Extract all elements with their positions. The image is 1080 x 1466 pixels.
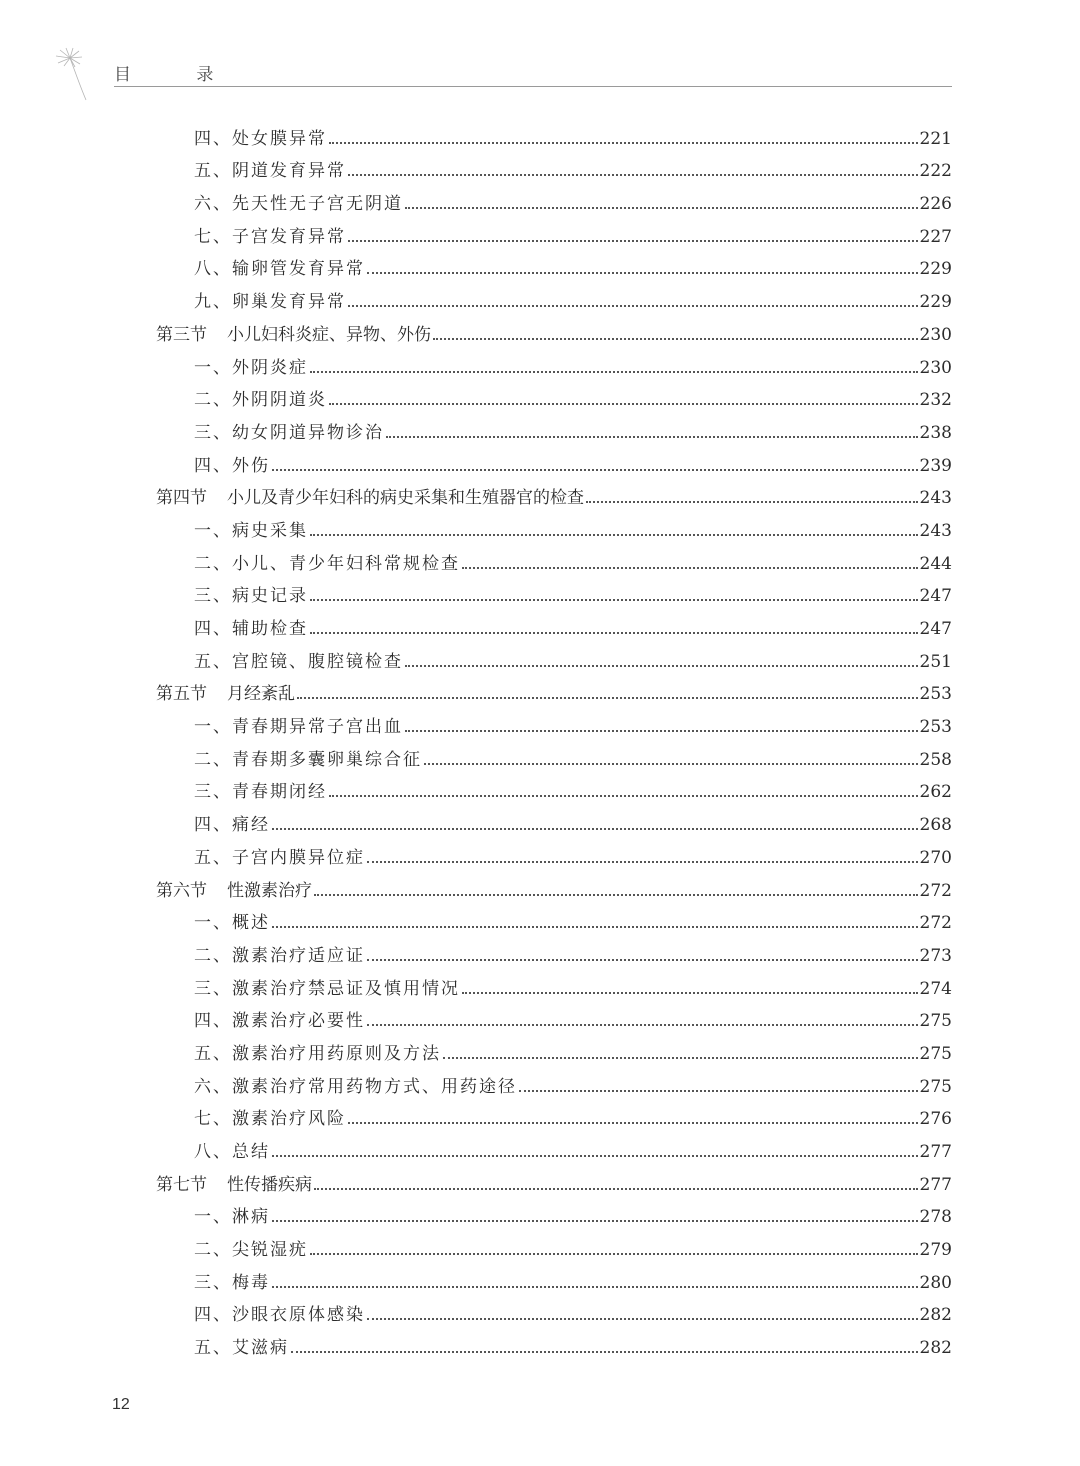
table-of-contents	[156, 116, 952, 1358]
toc-subsection-entry	[156, 541, 952, 574]
toc-subsection-entry	[156, 410, 952, 443]
toc-dot-leader	[367, 1024, 918, 1026]
toc-entry-page: 277	[919, 1174, 952, 1195]
toc-subsection-entry	[156, 737, 952, 770]
toc-entry-label: 一、淋病	[194, 1207, 270, 1228]
toc-entry-page: 247	[919, 619, 952, 639]
toc-entry-label: 二、激素治疗适应证	[194, 945, 365, 966]
toc-dot-leader	[367, 1318, 918, 1320]
toc-entry-page: 275	[919, 1011, 952, 1032]
toc-subsection-entry	[156, 149, 952, 182]
toc-entry-label: 四、激素治疗必要性	[194, 1011, 365, 1032]
toc-subsection-entry	[156, 770, 952, 803]
toc-entry-label: 三、病史记录	[194, 586, 308, 607]
toc-subsection-entry	[156, 1064, 952, 1097]
toc-subsection-entry	[156, 802, 952, 835]
toc-entry-page: 253	[919, 717, 952, 738]
toc-subsection-entry	[156, 1325, 952, 1358]
toc-dot-leader	[329, 142, 918, 144]
toc-subsection-entry	[156, 639, 952, 672]
toc-entry-page: 272	[919, 913, 952, 934]
toc-entry-page: 277	[919, 1142, 952, 1162]
toc-section-number: 第六节	[156, 880, 207, 901]
toc-section-entry	[156, 868, 952, 901]
toc-dot-leader	[348, 240, 918, 242]
toc-dot-leader	[329, 403, 918, 405]
toc-section-entry	[156, 672, 952, 705]
toc-dot-leader	[310, 632, 918, 634]
toc-entry-label: 一、病史采集	[194, 520, 308, 541]
toc-entry-page: 282	[919, 1305, 952, 1326]
toc-dot-leader	[310, 1253, 918, 1255]
toc-entry-page: 243	[919, 520, 952, 541]
toc-dot-leader	[424, 763, 918, 765]
toc-entry-page: 280	[919, 1272, 952, 1293]
toc-dot-leader	[367, 861, 918, 863]
toc-dot-leader	[272, 926, 918, 928]
toc-dot-leader	[310, 599, 918, 601]
toc-subsection-entry	[156, 901, 952, 934]
toc-entry-label: 五、子宫内膜异位症	[194, 847, 365, 868]
toc-dot-leader	[329, 795, 918, 797]
toc-entry-page: 276	[919, 1109, 952, 1130]
toc-entry-label: 八、输卵管发育异常	[194, 259, 365, 280]
toc-subsection-entry	[156, 1129, 952, 1162]
toc-entry-label: 三、激素治疗禁忌证及慎用情况	[194, 978, 460, 999]
toc-entry-page: 239	[919, 455, 952, 476]
toc-entry-label: 小儿及青少年妇科的病史采集和生殖器官的检查	[227, 488, 584, 509]
toc-entry-label: 三、幼女阴道异物诊治	[194, 422, 384, 443]
toc-dot-leader	[462, 567, 918, 569]
toc-entry-label: 五、阴道发育异常	[194, 161, 346, 182]
toc-subsection-entry	[156, 279, 952, 312]
toc-dot-leader	[291, 1351, 918, 1353]
toc-entry-page: 275	[919, 1043, 952, 1064]
toc-entry-page: 272	[919, 880, 952, 901]
toc-subsection-entry	[156, 116, 952, 149]
toc-entry-page: 262	[919, 782, 952, 803]
toc-entry-label: 二、青春期多囊卵巢综合征	[194, 749, 422, 770]
toc-subsection-entry	[156, 999, 952, 1032]
toc-entry-label: 八、总结	[194, 1142, 270, 1162]
toc-subsection-entry	[156, 1293, 952, 1326]
toc-entry-label: 四、沙眼衣原体感染	[194, 1305, 365, 1326]
toc-dot-leader	[297, 697, 918, 699]
toc-entry-page: 273	[919, 945, 952, 966]
toc-subsection-entry	[156, 966, 952, 999]
toc-entry-label: 二、小儿、青少年妇科常规检查	[194, 553, 460, 574]
toc-entry-label: 五、宫腔镜、腹腔镜检查	[194, 651, 403, 672]
toc-entry-label: 一、青春期异常子宫出血	[194, 717, 403, 738]
toc-section-number: 第四节	[156, 488, 207, 509]
toc-entry-label: 四、处女膜异常	[194, 128, 327, 149]
toc-subsection-entry	[156, 345, 952, 378]
toc-dot-leader	[272, 1286, 918, 1288]
toc-entry-page: 227	[919, 226, 952, 247]
toc-entry-page: 258	[919, 749, 952, 770]
toc-entry-page: 275	[919, 1076, 952, 1097]
toc-dot-leader	[519, 1090, 918, 1092]
toc-dot-leader	[367, 272, 918, 274]
toc-subsection-entry	[156, 214, 952, 247]
toc-entry-label: 性激素治疗	[227, 880, 312, 901]
toc-subsection-entry	[156, 181, 952, 214]
toc-dot-leader	[367, 959, 918, 961]
toc-section-entry	[156, 1162, 952, 1195]
toc-dot-leader	[272, 1155, 918, 1157]
toc-subsection-entry	[156, 1097, 952, 1130]
toc-entry-label: 七、激素治疗风险	[194, 1109, 346, 1130]
toc-entry-label: 六、激素治疗常用药物方式、用药途径	[194, 1076, 517, 1097]
toc-entry-page: 238	[919, 422, 952, 443]
toc-dot-leader	[272, 1220, 918, 1222]
toc-subsection-entry	[156, 606, 952, 639]
toc-entry-label: 小儿妇科炎症、异物、外伤	[227, 324, 431, 345]
toc-entry-label: 性传播疾病	[227, 1174, 312, 1195]
toc-dot-leader	[310, 534, 918, 536]
toc-dot-leader	[348, 174, 918, 176]
toc-entry-page: 226	[919, 194, 952, 215]
toc-entry-page: 230	[919, 357, 952, 378]
toc-subsection-entry	[156, 508, 952, 541]
toc-subsection-entry	[156, 1260, 952, 1293]
toc-section-number: 第三节	[156, 324, 207, 345]
toc-dot-leader	[433, 338, 918, 340]
toc-dot-leader	[586, 501, 918, 503]
toc-entry-label: 七、子宫发育异常	[194, 226, 346, 247]
toc-section-entry	[156, 312, 952, 345]
toc-dot-leader	[314, 894, 918, 896]
toc-dot-leader	[443, 1057, 918, 1059]
toc-entry-page: 244	[919, 553, 952, 574]
toc-dot-leader	[462, 992, 918, 994]
toc-dot-leader	[314, 1188, 918, 1190]
toc-entry-label: 一、概述	[194, 913, 270, 934]
toc-entry-label: 九、卵巢发育异常	[194, 292, 346, 313]
toc-dot-leader	[310, 371, 918, 373]
toc-entry-label: 四、外伤	[194, 455, 270, 476]
toc-entry-page: 221	[919, 128, 952, 149]
toc-subsection-entry	[156, 704, 952, 737]
toc-entry-page: 270	[919, 847, 952, 868]
toc-dot-leader	[272, 469, 918, 471]
toc-subsection-entry	[156, 1031, 952, 1064]
toc-dot-leader	[386, 436, 918, 438]
toc-entry-page: 268	[919, 815, 952, 836]
toc-section-number: 第五节	[156, 684, 207, 705]
toc-entry-label: 五、激素治疗用药原则及方法	[194, 1043, 441, 1064]
toc-entry-page: 278	[919, 1207, 952, 1228]
toc-entry-label: 一、外阴炎症	[194, 357, 308, 378]
dandelion-icon	[40, 46, 100, 102]
toc-entry-label: 四、痛经	[194, 815, 270, 836]
toc-entry-page: 282	[919, 1338, 952, 1359]
toc-dot-leader	[348, 1122, 918, 1124]
page-header	[40, 46, 952, 90]
toc-entry-page: 230	[919, 324, 952, 345]
toc-entry-page: 279	[919, 1240, 952, 1261]
toc-entry-label: 三、青春期闭经	[194, 782, 327, 803]
toc-dot-leader	[272, 828, 918, 830]
toc-subsection-entry	[156, 1227, 952, 1260]
toc-entry-page: 222	[919, 161, 952, 182]
toc-entry-label: 四、辅助检查	[194, 619, 308, 639]
toc-subsection-entry	[156, 835, 952, 868]
toc-dot-leader	[405, 207, 918, 209]
toc-subsection-entry	[156, 378, 952, 411]
toc-entry-label: 二、外阴阴道炎	[194, 390, 327, 411]
toc-subsection-entry	[156, 574, 952, 607]
toc-entry-page: 229	[919, 292, 952, 313]
toc-dot-leader	[405, 665, 918, 667]
toc-entry-page: 243	[919, 488, 952, 509]
toc-dot-leader	[348, 305, 918, 307]
toc-subsection-entry	[156, 1195, 952, 1228]
toc-entry-page: 274	[919, 978, 952, 999]
toc-entry-label: 五、艾滋病	[194, 1338, 289, 1359]
toc-dot-leader	[405, 730, 918, 732]
toc-subsection-entry	[156, 443, 952, 476]
toc-entry-page: 247	[919, 586, 952, 607]
toc-entry-page: 251	[919, 651, 952, 672]
header-title: 目 录	[114, 65, 244, 85]
toc-subsection-entry	[156, 247, 952, 280]
toc-entry-label: 三、梅毒	[194, 1272, 270, 1293]
toc-entry-label: 六、先天性无子宫无阴道	[194, 194, 403, 215]
toc-subsection-entry	[156, 933, 952, 966]
toc-entry-label: 月经紊乱	[227, 684, 295, 705]
toc-section-entry	[156, 476, 952, 509]
toc-entry-page: 232	[919, 390, 952, 411]
toc-section-number: 第七节	[156, 1174, 207, 1195]
page-number: 12	[112, 1396, 130, 1413]
toc-entry-label: 二、尖锐湿疣	[194, 1240, 308, 1261]
toc-entry-page: 253	[919, 684, 952, 705]
header-rule	[114, 86, 952, 87]
toc-entry-page: 229	[919, 259, 952, 280]
